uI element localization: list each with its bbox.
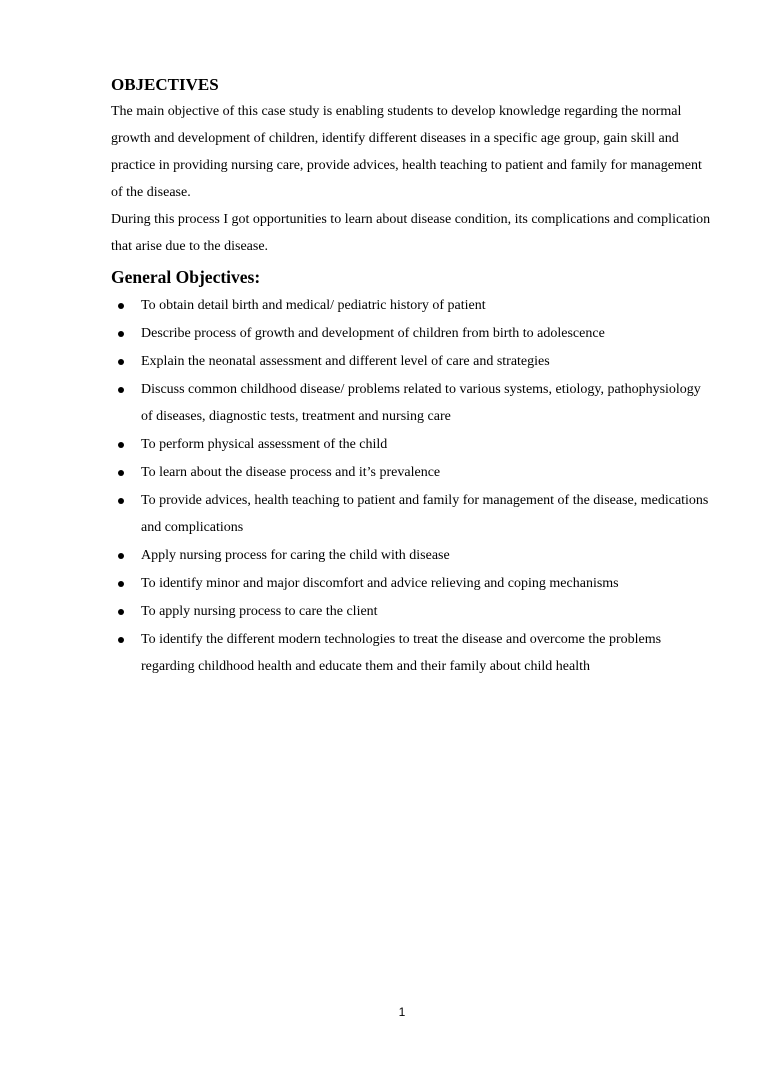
bullet-icon <box>118 498 124 504</box>
list-item <box>111 459 711 486</box>
bullet-icon <box>118 609 124 615</box>
list-item-text: To identify minor and major discomfort and advice relieving and coping mechanisms <box>141 576 619 591</box>
list-item <box>111 431 711 458</box>
list-item <box>111 348 711 375</box>
bullet-icon <box>118 387 124 393</box>
list-item-text: Discuss common childhood disease/ problems related to various systems, etiology, pathophysiology of diseases, diagnostic tests, treatment and nursing care <box>141 382 701 424</box>
list-item <box>111 570 711 597</box>
list-item <box>111 320 711 347</box>
section-heading: OBJECTIVES <box>111 75 219 94</box>
list-item-text: Apply nursing process for caring the child with disease <box>141 548 450 563</box>
list-item-text: Describe process of growth and development of children from birth to adolescence <box>141 326 605 341</box>
bullet-icon <box>118 637 124 643</box>
bullet-icon <box>118 581 124 587</box>
bullet-icon <box>118 303 124 309</box>
list-item-text: To provide advices, health teaching to patient and family for management of the disease, medications and complications <box>141 493 709 535</box>
bullet-icon <box>118 359 124 365</box>
page-number: 1 <box>398 1005 406 1019</box>
list-item <box>111 376 711 430</box>
bullet-icon <box>118 442 124 448</box>
list-item-text: To obtain detail birth and medical/ pediatric history of patient <box>141 298 486 313</box>
list-item <box>111 598 711 625</box>
bullet-icon <box>118 470 124 476</box>
list-item <box>111 626 711 680</box>
list-item-text: To perform physical assessment of the child <box>141 437 388 452</box>
intro-paragraphs <box>111 98 711 260</box>
bullet-icon <box>118 331 124 337</box>
subsection-heading: General Objectives: <box>111 267 261 287</box>
list-item <box>111 292 711 319</box>
list-item-text: To identify the different modern technologies to treat the disease and overcome the problems regarding childhood health and educate them and their family about child health <box>141 632 662 674</box>
bullet-icon <box>118 553 124 559</box>
list-item-text: To learn about the disease process and it’s prevalence <box>141 465 441 480</box>
paragraph: During this process I got opportunities to learn about disease condition, its complications and complication that arise due to the disease. <box>111 212 711 254</box>
page-content <box>111 75 711 681</box>
objectives-list <box>111 292 711 680</box>
list-item <box>111 487 711 541</box>
list-item-text: Explain the neonatal assessment and different level of care and strategies <box>141 354 550 369</box>
list-item-text: To apply nursing process to care the client <box>141 604 378 619</box>
list-item <box>111 542 711 569</box>
paragraph: The main objective of this case study is enabling students to develop knowledge regarding the normal growth and development of children, identify different diseases in a specific age group, gain skill and practice in providing nursing care, provide advices, health teaching to patient and family for management of the disease. <box>111 104 702 200</box>
